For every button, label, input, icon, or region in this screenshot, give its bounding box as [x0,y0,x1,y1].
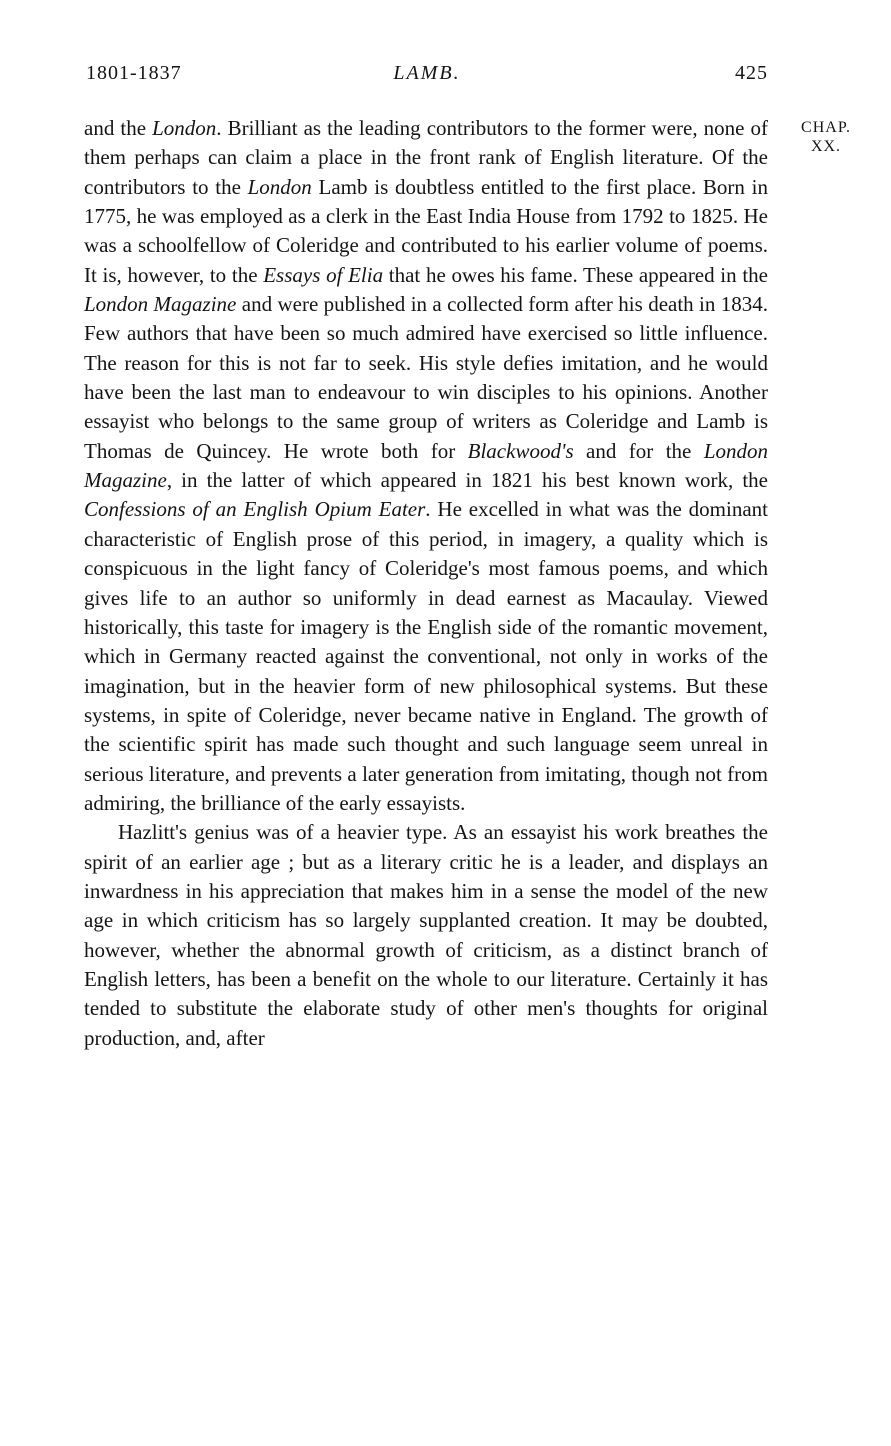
italic-title-text: Blackwood's [467,438,574,463]
chapter-number: XX. [810,138,842,155]
chapter-side-note [786,118,866,156]
italic-title-text: London Magazine [84,438,768,493]
text-run: , in the latter of which appeared in 1821 his best known work, the [166,468,768,493]
chapter-label: CHAP. [801,119,851,136]
italic-title-text: London [152,116,217,140]
italic-title-text: Confessions of an English Opium Eater [84,497,426,522]
text-run: that he owes his fame. These appeared in the [383,262,768,287]
body-text [84,114,768,1053]
italic-title-text: Essays of Elia [263,262,384,287]
italic-title-text: London [247,174,312,199]
italic-title-text: London Magazine [84,292,237,317]
page-number: 425 [735,62,768,84]
text-run: and the [84,116,153,140]
text-run: and for the [573,438,704,463]
paragraph-1 [84,114,768,818]
text-run: and were published in a collected form after his death in 1834. Few authors that have been so much admired have exercised so little influence. The reason for this is not far to seek. His style defies imitation, and he would have been the last man to endeavour to win disciples to his opinions. Another essayist who belongs to the same group of writers as Coleridge and Lamb is Thomas de Quincey. He wrote both for [84,292,769,463]
running-head [86,62,768,92]
text-run: . He excelled in what was the dominant characteristic of English prose of this period, in imagery, a quality which is conspicuous in the light fancy of Coleridge's most famous poems, and which gives life to an author so uniformly in dead earnest as Macaulay. Viewed historically, this taste for imagery is the English side of the romantic movement, which in Germany reacted against the conventional, not only in works of the imagination, but in the heavier form of new philosophical systems. But these systems, in spite of Coleridge, never became native in England. The growth of the scientific spirit has made such thought and such language seem unreal in serious literature, and prevents a later generation from imitating, though not from admiring, the brilliance of the early essayists. [84,497,769,815]
running-head-title: LAMB. [393,62,461,84]
text-run: Hazlitt's genius was of a heavier type. As an essayist his work breathes the spirit of an earlier age ; but as a literary critic he is a leader, and displays an inwardness in his appreciation that makes him in a sense the model of the new age in which criticism has so largely supplanted creation. It may be doubted, however, whether the abnormal growth of criticism, as a distinct branch of English letters, has been a benefit on the whole to our literature. Certainly it has tended to substitute the elaborate study of other men's thoughts for original production, and, after [84,820,768,1050]
paragraph-2 [84,818,768,1053]
running-head-years: 1801-1837 [86,62,182,84]
text-run: . Brilliant as the leading contributors to the former were, none of them perhaps can claim a place in the front rank of English literature. Of the contributors to the [84,116,768,199]
text-run: Lamb is doubtless entitled to the first place. Born in 1775, he was employed as a clerk in the East India House from 1792 to 1825. He was a schoolfellow of Coleridge and contributed to his earlier volume of poems. It is, however, to the [84,174,768,287]
